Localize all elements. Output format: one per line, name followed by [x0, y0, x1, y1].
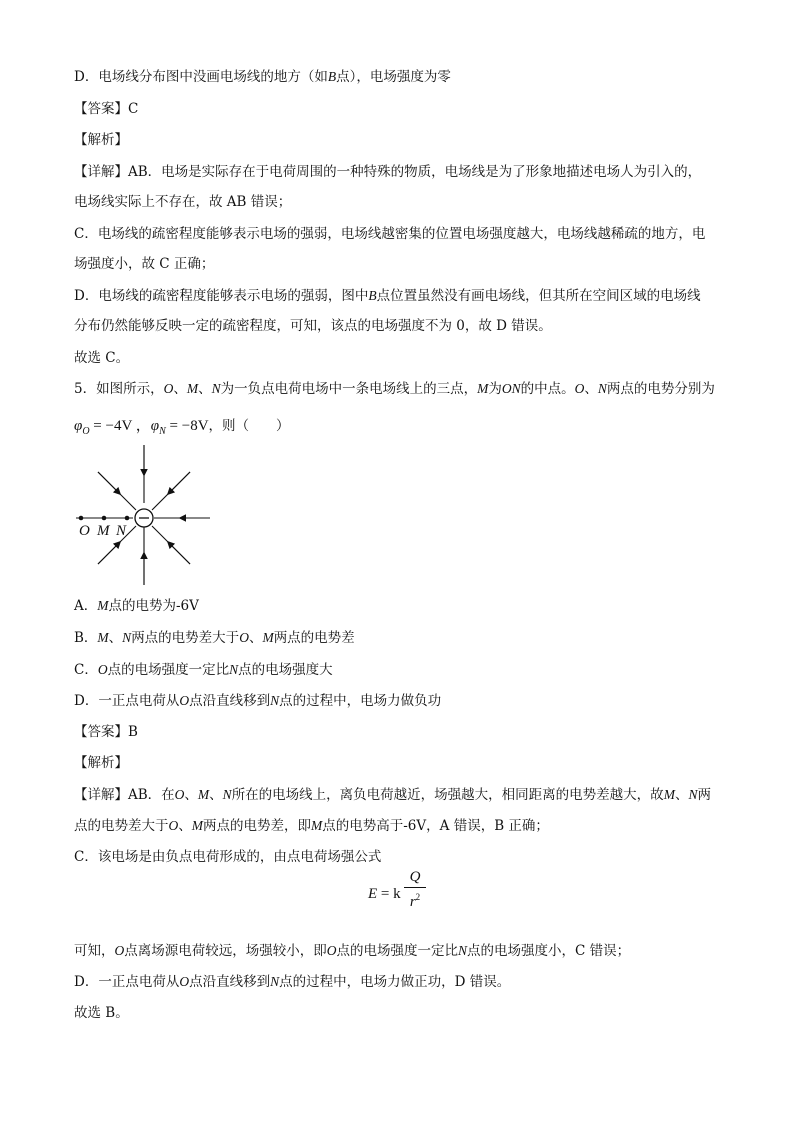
detail-2d: 可知，O点离场源电荷较远，场强较小，即O点的电场强度一定比N点的电场强度小，C 错误； [74, 943, 631, 959]
detail-2e: D．一正点电荷从O点沿直线移到N点的过程中，电场力做正功，D 错误。 [74, 974, 511, 990]
option-b: B．M、N两点的电势差大于O、M两点的电势差 [74, 630, 355, 646]
point-n [125, 516, 130, 521]
detail-1e: D．电场线的疏密程度能够表示电场的强弱，图中B点位置虽然没有画电场线，但其所在空间区域的电场线 [74, 288, 701, 304]
question-5-stem: 5．如图所示，O、M、N为一负点电荷电场中一条电场线上的三点，M为ON的中点。O、N两点的电势分别为 [74, 381, 715, 397]
option-d-prev: D．电场线分布图中没画电场线的地方（如B点），电场强度为零 [74, 69, 451, 85]
potential-values: $\varphi_O = -4V$ ，$\varphi_N = -8V$，则（ ） [74, 418, 290, 437]
detail-1b: 电场线实际上不存在，故 AB 错误； [74, 194, 292, 210]
choose-1: 故选 C。 [74, 350, 130, 366]
field-line-diagram [70, 445, 220, 590]
detail-2c: C．该电场是由负点电荷形成的，由点电荷场强公式 [74, 849, 382, 865]
detail-1f: 分布仍然能够反映一定的疏密程度，可知，该点的电场强度不为 0，故 D 错误。 [74, 318, 552, 334]
detail-2b: 点的电势差大于O、M两点的电势差，即M点的电势高于-6V，A 错误，B 正确； [74, 818, 549, 834]
coulomb-field-formula: E = k Q $r^2$ [364, 868, 444, 918]
detail-1c: C．电场线的疏密程度能够表示电场的强弱，电场线越密集的位置电场强度越大，电场线越稀疏的地方，电 [74, 226, 706, 242]
point-m [102, 516, 107, 521]
choose-2: 故选 B。 [74, 1005, 129, 1021]
detail-1d: 场强度小，故 C 正确； [74, 256, 215, 272]
option-a: A．M点的电势为-6V [74, 598, 199, 614]
analysis-label-1: 【解析】 [74, 132, 128, 148]
point-o [79, 516, 84, 521]
answer-label-1: 【答案】C [74, 101, 139, 117]
option-c: C．O点的电场强度一定比N点的电场强度大 [74, 662, 333, 678]
label-m: M [97, 523, 110, 539]
detail-1a: 【详解】AB．电场是实际存在于电荷周围的一种特殊的物质，电场线是为了形象地描述电场人为引入的， [74, 164, 702, 180]
option-d: D．一正点电荷从O点沿直线移到N点的过程中，电场力做负功 [74, 693, 442, 709]
label-n: N [116, 523, 127, 539]
label-o: O [79, 523, 90, 539]
detail-2a: 【详解】AB．在O、M、N所在的电场线上，离负电荷越近，场强越大，相同距离的电势差越大，故M、N两 [74, 787, 711, 803]
analysis-label-2: 【解析】 [74, 755, 128, 771]
answer-label-2: 【答案】B [74, 724, 138, 740]
